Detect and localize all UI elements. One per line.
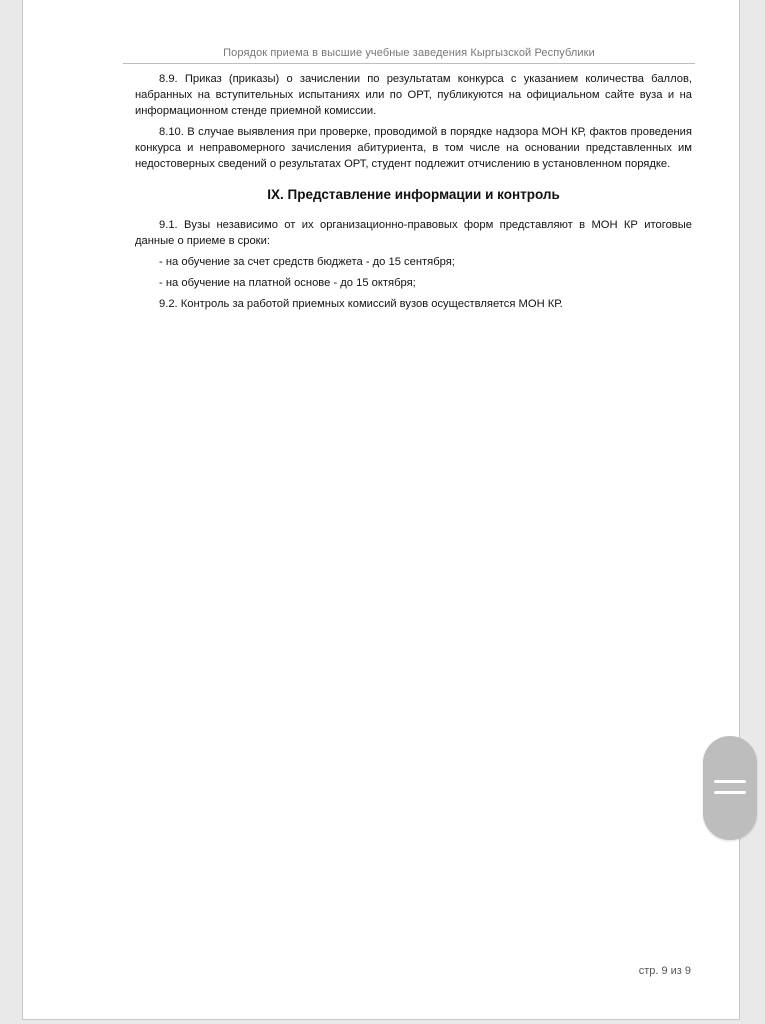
running-header: Порядок приема в высшие учебные заведения Кыргызской Республики <box>123 47 695 64</box>
paragraph-9-2: 9.2. Контроль за работой приемных комиссий вузов осуществляется МОН КР. <box>159 298 563 310</box>
paragraph-9-1: 9.1. Вузы независимо от их организационно-правовых форм представляют в МОН КР итоговые данные о приеме в сроки: <box>135 219 692 247</box>
drag-handle-icon <box>714 791 746 794</box>
paragraph-8-9: 8.9. Приказ (приказы) о зачислении по результатам конкурса с указанием количества баллов, набранных на вступительных испытаниях или по ОРТ, публикуются на официальном сайте вуза и на информационном стенде приемной комиссии. <box>135 73 692 117</box>
section-title: IX. Представление информации и контроль <box>267 187 560 202</box>
list-item-paid: - на обучение на платной основе - до 15 октября; <box>159 277 416 289</box>
list-item-budget: - на обучение за счет средств бюджета - до 15 сентября; <box>159 256 455 268</box>
page-number: стр. 9 из 9 <box>638 965 691 977</box>
scroll-handle[interactable] <box>703 736 757 840</box>
paragraph-8-10: 8.10. В случае выявления при проверке, проводимой в порядке надзора МОН КР, фактов проведения конкурса и неправомерного зачисления абитуриента, в том числе на основании представленных им недостоверных сведений о результатах ОРТ, студент подлежит отчислению в установленном порядке. <box>135 126 692 170</box>
drag-handle-icon <box>714 780 746 783</box>
document-page <box>22 0 740 1020</box>
page-content <box>135 71 692 317</box>
